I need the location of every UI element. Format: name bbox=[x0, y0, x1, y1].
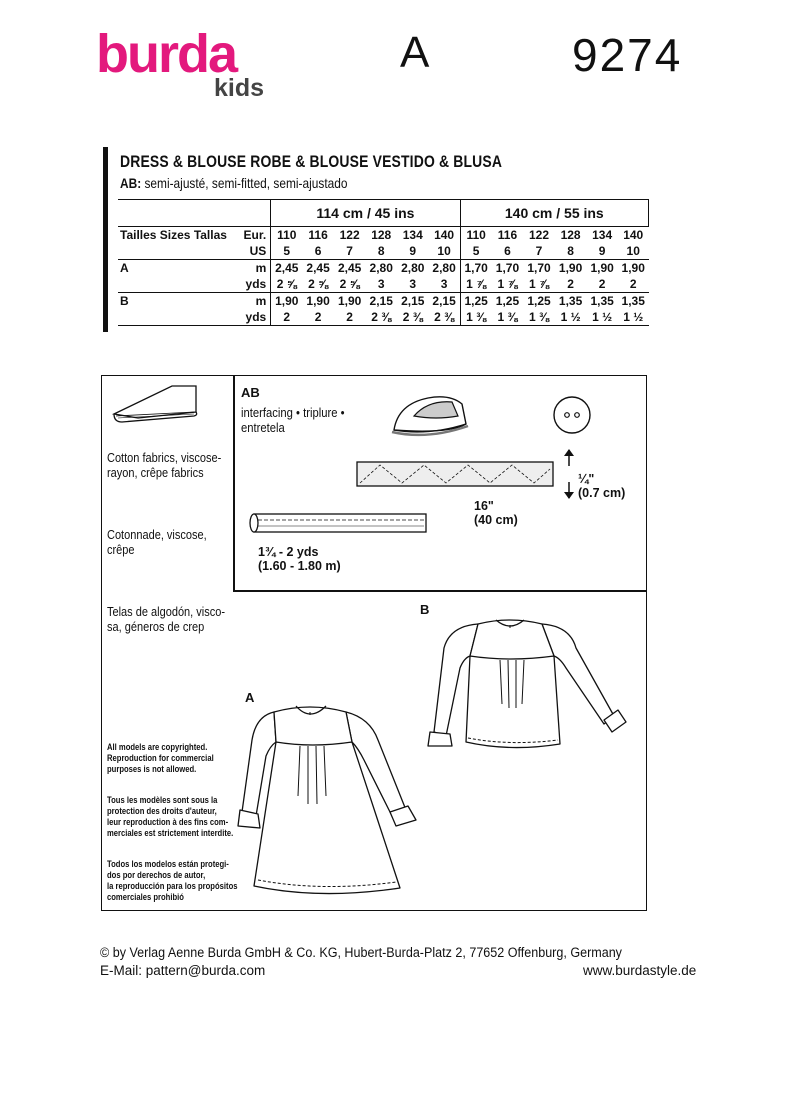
yardage-cell: 3 bbox=[409, 277, 417, 291]
copyright-notice-fr bbox=[107, 795, 233, 839]
interfacing-line: interfacing • triplure • bbox=[241, 406, 345, 420]
interfacing-line: entretela bbox=[241, 421, 285, 435]
view-b-yards-row bbox=[118, 309, 649, 326]
us-size-row bbox=[118, 243, 649, 260]
measure-line: ¼" bbox=[578, 472, 595, 486]
size-cell: 134 bbox=[397, 227, 429, 244]
yardage-cell: 2 bbox=[271, 309, 303, 326]
yardage-table bbox=[118, 199, 649, 326]
iron-icon bbox=[388, 390, 470, 440]
yardage-cell: 1,70 bbox=[523, 260, 555, 277]
tape-length-measure bbox=[474, 499, 518, 527]
fit-text: semi-ajusté, semi-fitted, semi-ajustado bbox=[141, 175, 348, 191]
notice-line: All models are copyrighted. bbox=[107, 742, 208, 752]
footer-copyright: © by Verlag Aenne Burda GmbH & Co. KG, Hubert-Burda-Platz 2, 77652 Offenburg, Germany bbox=[100, 945, 622, 960]
view-b-label-drawing: B bbox=[420, 602, 430, 617]
size-cell: 6 bbox=[314, 244, 322, 258]
yardage-cell: 2,45 bbox=[334, 260, 366, 277]
yardage-cell: 1,70 bbox=[492, 260, 524, 277]
fabric-line: Cotonnade, viscose, bbox=[107, 528, 207, 542]
yardage-cell: 2,45 bbox=[271, 260, 303, 277]
notice-line: la reproducción para los propósitos bbox=[107, 881, 238, 891]
yardage-cell: 1,35 bbox=[555, 293, 587, 310]
piping-length-measure bbox=[258, 545, 341, 573]
yardage-cell: 1 ⅜ bbox=[523, 309, 555, 326]
yardage-cell: 1,70 bbox=[460, 260, 492, 277]
yardage-cell: 1 ⅞ bbox=[497, 277, 518, 291]
size-cell: 128 bbox=[555, 227, 587, 244]
notice-line: dos por derechos de autor, bbox=[107, 870, 206, 880]
yardage-cell: 2 ⅜ bbox=[365, 309, 397, 326]
size-cell: 140 bbox=[618, 227, 649, 244]
fabric-line: crêpe bbox=[107, 543, 135, 557]
fabric-line: Telas de algodón, visco- bbox=[107, 605, 226, 619]
header-view-letter: A bbox=[400, 28, 430, 77]
meters-label: m bbox=[234, 260, 271, 277]
view-a-meters-row bbox=[118, 260, 649, 277]
measure-line: 1¾ - 2 yds bbox=[258, 545, 319, 559]
fabric-line: Cotton fabrics, viscose- bbox=[107, 451, 222, 465]
size-cell: 110 bbox=[460, 227, 492, 244]
yards-label: yds bbox=[234, 276, 271, 293]
eur-size-row bbox=[118, 227, 649, 244]
view-b-label: B bbox=[118, 293, 234, 310]
dress-a-illustration bbox=[240, 700, 430, 910]
size-cell: 116 bbox=[492, 227, 524, 244]
size-cell: 7 bbox=[346, 244, 353, 258]
button-icon bbox=[552, 395, 592, 435]
notice-line: Todos los modelos están protegi- bbox=[107, 859, 229, 869]
bias-tape-icon bbox=[356, 461, 556, 489]
notions-views-label: AB bbox=[241, 385, 260, 400]
fabric-line: sa, géneros de crep bbox=[107, 620, 205, 634]
size-label: Tailles Sizes Tallas bbox=[118, 227, 234, 244]
us-label: US bbox=[234, 243, 271, 260]
yardage-cell: 1,90 bbox=[302, 293, 334, 310]
blouse-b-illustration bbox=[420, 612, 650, 762]
yardage-cell: 1 ½ bbox=[555, 309, 587, 326]
measure-line: (1.60 - 1.80 m) bbox=[258, 559, 341, 573]
size-cell: 134 bbox=[586, 227, 618, 244]
copyright-notice-en bbox=[107, 742, 214, 775]
width-header-row bbox=[118, 200, 649, 227]
yardage-cell: 1,90 bbox=[271, 293, 303, 310]
yardage-cell: 1 ½ bbox=[618, 309, 649, 326]
yardage-cell: 1,90 bbox=[586, 260, 618, 277]
fabric-suggestions-en bbox=[107, 451, 221, 481]
view-a-label: A bbox=[118, 260, 234, 277]
size-cell: 122 bbox=[334, 227, 366, 244]
yardage-cell: 2,15 bbox=[397, 293, 429, 310]
copyright-notice-es bbox=[107, 859, 238, 903]
burda-kids-logo bbox=[96, 22, 296, 102]
logo-burda-text: burda bbox=[96, 24, 237, 84]
yardage-cell: 1,90 bbox=[555, 260, 587, 277]
yardage-cell: 2,80 bbox=[429, 260, 461, 277]
yardage-cell: 2 ⅝ bbox=[308, 277, 329, 291]
yardage-cell: 1 ½ bbox=[586, 309, 618, 326]
fabric-width-140: 140 cm / 55 ins bbox=[460, 200, 648, 227]
fabric-line: rayon, crêpe fabrics bbox=[107, 466, 204, 480]
yardage-cell: 2 bbox=[334, 309, 366, 326]
yardage-cell: 2 bbox=[567, 277, 574, 291]
yardage-cell: 2 bbox=[598, 277, 606, 291]
yardage-cell: 1,90 bbox=[618, 260, 649, 277]
yardage-cell: 3 bbox=[377, 277, 385, 291]
notice-line: leur reproduction à des fins com- bbox=[107, 817, 229, 827]
footer-email: E-Mail: pattern@burda.com bbox=[100, 963, 266, 978]
notions-row-divider bbox=[233, 590, 647, 592]
measure-line: (0.7 cm) bbox=[578, 486, 626, 500]
yardage-cell: 2,15 bbox=[365, 293, 397, 310]
yardage-cell: 2,45 bbox=[302, 260, 334, 277]
yardage-cell: 2,15 bbox=[429, 293, 461, 310]
notice-line: protection des droits d'auteur, bbox=[107, 806, 217, 816]
yardage-cell: 2,80 bbox=[397, 260, 429, 277]
logo-kids-text: kids bbox=[214, 74, 265, 102]
yardage-cell: 1,90 bbox=[334, 293, 366, 310]
pattern-number: 9274 bbox=[572, 29, 683, 81]
yardage-cell: 1 ⅞ bbox=[466, 277, 487, 291]
yardage-cell: 2 ⅜ bbox=[397, 309, 429, 326]
piping-cord-icon bbox=[246, 508, 428, 538]
fit-label: AB: bbox=[120, 175, 142, 191]
yardage-cell: 1 ⅜ bbox=[460, 309, 492, 326]
yardage-cell: 1,35 bbox=[618, 293, 649, 310]
size-cell: 10 bbox=[626, 244, 640, 258]
measure-line: (40 cm) bbox=[474, 513, 518, 527]
size-cell: 6 bbox=[504, 244, 511, 258]
yardage-cell: 2 ⅝ bbox=[339, 277, 360, 291]
size-cell: 7 bbox=[535, 244, 543, 258]
size-cell: 122 bbox=[523, 227, 555, 244]
size-cell: 5 bbox=[472, 244, 480, 258]
meters-label: m bbox=[234, 293, 271, 310]
fabric-column-divider bbox=[233, 375, 235, 591]
fabric-width-114: 114 cm / 45 ins bbox=[271, 200, 460, 227]
yardage-cell: 2 bbox=[629, 277, 637, 291]
size-cell: 116 bbox=[302, 227, 334, 244]
size-cell: 9 bbox=[598, 244, 606, 258]
size-cell: 140 bbox=[429, 227, 461, 244]
size-cell: 9 bbox=[409, 244, 417, 258]
eur-label: Eur. bbox=[234, 227, 271, 244]
size-cell: 5 bbox=[283, 244, 291, 258]
view-a-yards-row bbox=[118, 276, 649, 293]
yardage-cell: 2 ⅜ bbox=[429, 309, 461, 326]
yardage-cell: 1,25 bbox=[492, 293, 524, 310]
interfacing-label bbox=[241, 406, 345, 436]
size-cell: 8 bbox=[567, 244, 574, 258]
view-b-meters-row bbox=[118, 293, 649, 310]
title-accent-bar bbox=[103, 147, 108, 332]
size-cell: 110 bbox=[271, 227, 303, 244]
notice-line: purposes is not allowed. bbox=[107, 764, 197, 774]
fabric-bolt-icon bbox=[110, 382, 200, 424]
pattern-title: DRESS & BLOUSE ROBE & BLOUSE VESTIDO & BLUSA bbox=[120, 152, 503, 171]
notice-line: merciales est strictement interdite. bbox=[107, 828, 234, 838]
yards-label: yds bbox=[234, 309, 271, 326]
yardage-cell: 2 bbox=[302, 309, 334, 326]
measure-line: 16" bbox=[474, 499, 494, 513]
fabric-suggestions-es bbox=[107, 605, 225, 635]
tape-width-measure bbox=[578, 472, 625, 500]
yardage-cell: 1 ⅜ bbox=[492, 309, 524, 326]
footer-website: www.burdastyle.de bbox=[583, 963, 697, 978]
yardage-cell: 1 ⅞ bbox=[529, 277, 550, 291]
yardage-cell: 2 ⅝ bbox=[276, 277, 297, 291]
notice-line: Reproduction for commercial bbox=[107, 753, 214, 763]
view-a-label-drawing: A bbox=[245, 690, 255, 705]
size-cell: 128 bbox=[365, 227, 397, 244]
yardage-cell: 1,35 bbox=[586, 293, 618, 310]
yardage-cell: 1,25 bbox=[460, 293, 492, 310]
width-arrows-icon bbox=[562, 448, 576, 500]
yardage-cell: 2,80 bbox=[365, 260, 397, 277]
size-cell: 8 bbox=[377, 244, 385, 258]
yardage-cell: 1,25 bbox=[523, 293, 555, 310]
fit-description bbox=[120, 175, 348, 191]
yardage-cell: 3 bbox=[429, 276, 461, 293]
fabric-suggestions-fr bbox=[107, 528, 207, 558]
notice-line: comerciales prohibió bbox=[107, 892, 184, 902]
notice-line: Tous les modèles sont sous la bbox=[107, 795, 218, 805]
size-cell: 10 bbox=[429, 243, 461, 260]
